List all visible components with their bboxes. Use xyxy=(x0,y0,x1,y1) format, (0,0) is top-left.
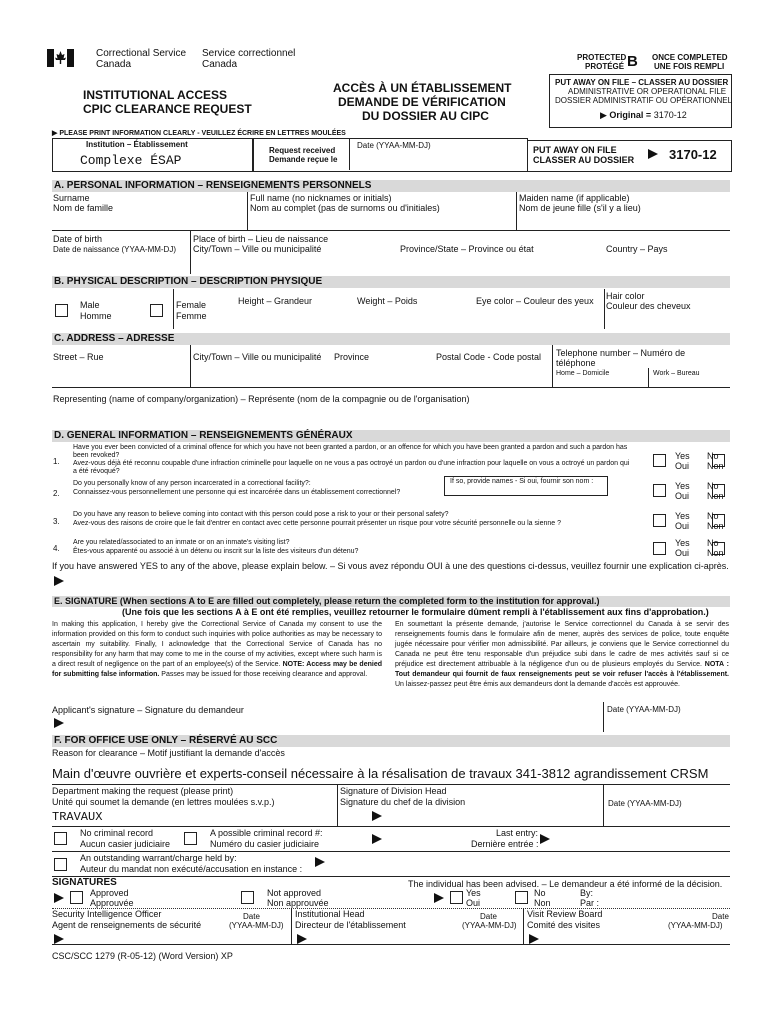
section-e-title: E. SIGNATURE (When sections A to E are filled out completely, please return the completed form to the institution for approval.) xyxy=(52,596,730,607)
advised-text: The individual has been advised. – Le demandeur a été informé de la décision. xyxy=(408,879,723,889)
sig-head-2: Signature du chef de la division xyxy=(340,797,466,807)
fullname-2: Nom au complet (pas de surnoms ou d'initiales) xyxy=(250,203,440,213)
institution-label: Institution – Établissement xyxy=(86,140,188,149)
arrow-icon xyxy=(54,576,64,586)
dept-1: Department making the request (please print) xyxy=(52,786,234,796)
vrb-2: Comité des visites xyxy=(527,920,601,930)
title-fr-3: DU DOSSIER AU CIPC xyxy=(362,109,489,123)
representing: Representing (name of company/organization) – Représente (nom de la compagnie ou de l'organisation) xyxy=(53,394,470,404)
signatures-heading: SIGNATURES xyxy=(52,877,117,888)
last-entry-2: Dernière entrée : xyxy=(471,839,539,849)
print-note: ▶ PLEASE PRINT INFORMATION CLEARLY - VEUILLEZ ÉCRIRE EN LETTRES MOULÉES xyxy=(52,130,346,137)
arrow-icon xyxy=(434,893,444,903)
advised-no: No Non xyxy=(534,888,551,908)
possible-record-checkbox[interactable] xyxy=(184,832,197,845)
warrant-1: An outstanding warrant/charge held by: xyxy=(80,853,237,863)
head-date-label: Date (YYAA-MM-DJ) xyxy=(608,799,682,808)
q2-text: Do you personally know of any person incarcerated in a correctional facility?: Connaissez-vous personnellement une personne qui est incarcérée dans un établissement correctionnel? xyxy=(73,480,401,496)
q1-yes: Yes Oui xyxy=(675,451,690,471)
possible-1: A possible criminal record #: xyxy=(210,828,323,838)
put-away-3: DOSSIER ADMINISTRATIF OU OPÉRATIONNEL xyxy=(555,96,733,105)
once-completed-1: ONCE COMPLETED xyxy=(652,53,728,62)
hair-2: Couleur des cheveux xyxy=(606,301,691,311)
q4-text: Are you related/associated to an inmate or on an inmate's visiting list? Êtes-vous apparenté ou associé à un détenu ou inscrit sur la liste des visiteurs d'un détenu? xyxy=(73,539,359,555)
height-label: Height – Grandeur xyxy=(238,296,313,306)
possible-2: Numéro du casier judiciaire xyxy=(210,839,320,849)
q3-yes: Yes Oui xyxy=(675,511,690,531)
street: Street – Rue xyxy=(53,352,104,362)
advised-no-checkbox[interactable] xyxy=(515,891,528,904)
q4-yes-checkbox[interactable] xyxy=(653,542,666,555)
consent-fr: En soumettant la présente demande, j'autorise le Service correctionnel du Canada à se servir des renseignements fournis dans le formulaire afin de mener, auprès des services de police, toute enquête jugée nécessaire pour vérifier mon admissibilité. Par ailleurs, je conviens que le Service correctionnel du Canada ne peut être tenu responsable d'un préjudice subi dans le cadre de mes activités sauf si ce préjudice est directement attribuable à la négligence d'un ou de plusieurs employés du Service. NOTA : Tout demandeur qui fournit de faux renseignements peut se voir refuser l'accès à l'établissement. Un laissez-passez peut être émis aux demandeurs dont la demande d'accès est approuvée. xyxy=(395,621,729,688)
original-label: Original = xyxy=(609,110,652,120)
q4-no: No Non xyxy=(707,538,724,558)
request-date-label: Date (YYAA-MM-DJ) xyxy=(357,141,431,150)
phone-work: Work – Bureau xyxy=(653,370,700,377)
vrb-date-1: Date xyxy=(712,912,729,921)
q3-yes-checkbox[interactable] xyxy=(653,514,666,527)
section-a-title: A. PERSONAL INFORMATION – RENSEIGNEMENTS PERSONNELS xyxy=(52,180,730,192)
arrow-icon xyxy=(648,149,658,159)
q3-text: Do you have any reason to believe coming into contact with this person could pose a risk to your or their personal safety? Avez-vous des raisons de croire que le fait d'entrer en contact avec cette personne pourrait présenter un risque pour votre sécurité personnelle ou la sienne ? xyxy=(73,511,561,527)
applicant-signature-label: Applicant's signature – Signature du demandeur xyxy=(52,705,244,715)
put-away-2: ADMINISTRATIVE OR OPERATIONAL FILE xyxy=(568,87,727,96)
original-value: 3170-12 xyxy=(653,110,687,120)
phone-home: Home – Domicile xyxy=(556,370,610,377)
inst-head-1: Institutional Head xyxy=(295,909,365,919)
section-f-title: F. FOR OFFICE USE ONLY – RÉSERVÉ AU SCC xyxy=(52,735,730,747)
eye-label: Eye color – Couleur des yeux xyxy=(476,296,594,306)
male-checkbox[interactable] xyxy=(55,304,68,317)
not-approved-checkbox[interactable] xyxy=(241,891,254,904)
inst-date-2: (YYAA-MM-DJ) xyxy=(462,921,517,930)
q2-number: 2. xyxy=(53,489,60,498)
put-away-1: PUT AWAY ON FILE – CLASSER AU DOSSIER xyxy=(555,78,729,87)
q4-yes: Yes Oui xyxy=(675,538,690,558)
no-record-checkbox[interactable] xyxy=(54,832,67,845)
file-box-1: PUT AWAY ON FILE xyxy=(533,145,617,155)
arrow-icon xyxy=(372,811,382,821)
arrow-icon xyxy=(54,893,64,903)
not-approved-1: Not approved xyxy=(267,888,322,898)
female-2: Femme xyxy=(176,311,207,321)
advised-yes: Yes Oui xyxy=(466,888,481,908)
title-en-1: INSTITUTIONAL ACCESS xyxy=(83,88,228,102)
section-d-title: D. GENERAL INFORMATION – RENSEIGNEMENTS GÉNÉRAUX xyxy=(52,430,730,442)
maiden-2: Nom de jeune fille (s'il y a lieu) xyxy=(519,203,641,213)
form-number: CSC/SCC 1279 (R-05-12) (Word Version) XP xyxy=(52,951,233,961)
surname-1: Surname xyxy=(53,193,90,203)
agency-en-2: Canada xyxy=(96,59,132,70)
q4-number: 4. xyxy=(53,544,60,553)
approved-checkbox[interactable] xyxy=(70,891,83,904)
not-approved-2: Non approuvée xyxy=(267,898,329,908)
weight-label: Weight – Poids xyxy=(357,296,418,306)
country: Country – Pays xyxy=(606,244,668,254)
q1-number: 1. xyxy=(53,457,60,466)
male-1: Male xyxy=(80,300,100,310)
applicant-date-label: Date (YYAA-MM-DJ) xyxy=(607,705,681,714)
inst-head-2: Directeur de l'établissement xyxy=(295,920,406,930)
approved-2: Approuvée xyxy=(90,898,134,908)
arrow-icon xyxy=(315,857,325,867)
female-1: Female xyxy=(176,300,207,310)
dob-1: Date of birth xyxy=(53,234,103,244)
hair-1: Hair color xyxy=(606,291,645,301)
address-province: Province xyxy=(334,352,370,362)
advised-by: By: Par : xyxy=(580,888,600,908)
last-entry-1: Last entry: xyxy=(496,828,539,838)
once-completed-2: UNE FOIS REMPLI xyxy=(654,62,725,71)
title-fr-2: DEMANDE DE VÉRIFICATION xyxy=(338,95,506,109)
file-box-2: CLASSER AU DOSSIER xyxy=(533,155,635,165)
q2-ifso: If so, provide names - Si oui, fournir son nom : xyxy=(450,478,594,485)
protected-label-2: PROTÉGÉ xyxy=(585,62,625,71)
q3-number: 3. xyxy=(53,517,60,526)
dept-2: Unité qui soumet la demande (en lettres moulées s.v.p.) xyxy=(52,797,275,807)
pob-1: Place of birth – Lieu de naissance xyxy=(193,234,329,244)
reason-value[interactable]: Main d'œuvre ouvrière et experts-conseil nécessaire à la résalisation de travaux 341-3812 agrandissement CRSM xyxy=(52,766,709,781)
province-state: Province/State – Province ou état xyxy=(400,244,534,254)
agency-en-1: Correctional Service xyxy=(96,48,187,59)
dept-value[interactable]: TRAVAUX xyxy=(52,810,103,824)
reason-label: Reason for clearance – Motif justifiant la demande d'accès xyxy=(52,748,285,758)
no-record-1: No criminal record xyxy=(80,828,154,838)
q1-no: No Non xyxy=(707,451,724,471)
warrant-checkbox[interactable] xyxy=(54,858,67,871)
inst-date-1: Date xyxy=(480,912,497,921)
sio-2: Agent de renseignements de sécurité xyxy=(52,920,202,930)
phone-2: téléphone xyxy=(556,358,596,368)
institution-value[interactable]: Complexe ÉSAP xyxy=(80,153,182,168)
female-checkbox[interactable] xyxy=(150,304,163,317)
q1-text: Have you ever been convicted of a criminal offence for which you have not been granted a pardon, or an offence for which you have been granted a pardon and such a pardon has been revoked? Avez-vous déjà été reconnu coupable d'une infraction criminelle pour laquelle on ne vous a pas octroyé un pardon ou d'une infraction pour laquelle on vous a octroyé un pardon qui a été révoqué? xyxy=(73,444,630,475)
protected-letter: B xyxy=(627,53,638,70)
section-e-subtitle: (Une fois que les sections A à E ont été remplies, veuillez retourner le formulaire dûment rempli à l'établissement aux fins d'approbation.) xyxy=(122,607,709,617)
section-c-title: C. ADDRESS – ADRESSE xyxy=(52,333,730,345)
vrb-1: Visit Review Board xyxy=(527,909,603,919)
address-city: City/Town – Ville ou municipalité xyxy=(193,352,322,362)
section-b-title: B. PHYSICAL DESCRIPTION – DESCRIPTION PHYSIQUE xyxy=(52,276,730,288)
explain-note: If you have answered YES to any of the above, please explain below. – Si vous avez répondu OUI à une des questions ci-dessus, veuillez fournir une explication ci-après. xyxy=(52,561,729,571)
q2-yes: Yes Oui xyxy=(675,481,690,501)
file-box-value: 3170-12 xyxy=(669,147,717,162)
q3-no: No Non xyxy=(707,511,724,531)
vrb-date-2: (YYAA-MM-DJ) xyxy=(668,921,723,930)
consent-en: In making this application, I hereby give the Correctional Service of Canada my consent to use the information provided on this form to conduct such inquiries with police authorities as may be necessary to ascertain my suitability. Finally, I acknowledge that the Correctional Service of Canada has no responsibility for any harm that may come to me in the course of my activities, except where such harm is a direct result of negligence on the part of an employee(s) of the Service. NOTE: Access may be denied for submitting false information. Passes may be issued for those receiving clearance and approval. xyxy=(52,621,382,678)
pointer-icon: ▶ xyxy=(600,110,610,120)
request-received-2: Demande reçue le xyxy=(269,155,338,164)
canada-flag-logo xyxy=(47,49,74,67)
no-record-2: Aucun casier judiciaire xyxy=(80,839,171,849)
protected-label-1: PROTECTED xyxy=(577,53,627,62)
sio-date-1: Date xyxy=(243,912,260,921)
q1-yes-checkbox[interactable] xyxy=(653,454,666,467)
arrow-icon xyxy=(297,934,307,944)
arrow-icon xyxy=(54,934,64,944)
sio-date-2: (YYAA-MM-DJ) xyxy=(229,921,284,930)
maiden-1: Maiden name (if applicable) xyxy=(519,193,630,203)
agency-fr-2: Canada xyxy=(202,59,238,70)
advised-yes-checkbox[interactable] xyxy=(450,891,463,904)
arrow-icon xyxy=(540,834,550,844)
postal-code: Postal Code - Code postal xyxy=(436,352,542,362)
phone-1: Telephone number – Numéro de xyxy=(556,348,686,358)
arrow-icon xyxy=(372,834,382,844)
title-fr-1: ACCÈS À UN ÉTABLISSEMENT xyxy=(333,81,512,95)
warrant-2: Auteur du mandat non exécuté/accusation en instance : xyxy=(80,864,303,874)
surname-2: Nom de famille xyxy=(53,203,114,213)
approved-1: Approved xyxy=(90,888,129,898)
male-2: Homme xyxy=(80,311,112,321)
pob-2: City/Town – Ville ou municipalité xyxy=(193,244,322,254)
arrow-icon xyxy=(54,718,64,728)
arrow-icon xyxy=(529,934,539,944)
original-line xyxy=(600,110,687,120)
q2-no: No Non xyxy=(707,481,724,501)
agency-fr-1: Service correctionnel xyxy=(202,48,296,59)
sio-1: Security Intelligence Officer xyxy=(52,909,162,919)
title-en-2: CPIC CLEARANCE REQUEST xyxy=(83,102,252,116)
request-received-1: Request received xyxy=(269,146,336,155)
dob-2: Date de naissance (YYAA-MM-DJ) xyxy=(53,245,176,254)
pointer-icon: ▶ xyxy=(52,130,60,137)
q2-yes-checkbox[interactable] xyxy=(653,484,666,497)
fullname-1: Full name (no nicknames or initials) xyxy=(250,193,392,203)
sig-head-1: Signature of Division Head xyxy=(340,786,447,796)
